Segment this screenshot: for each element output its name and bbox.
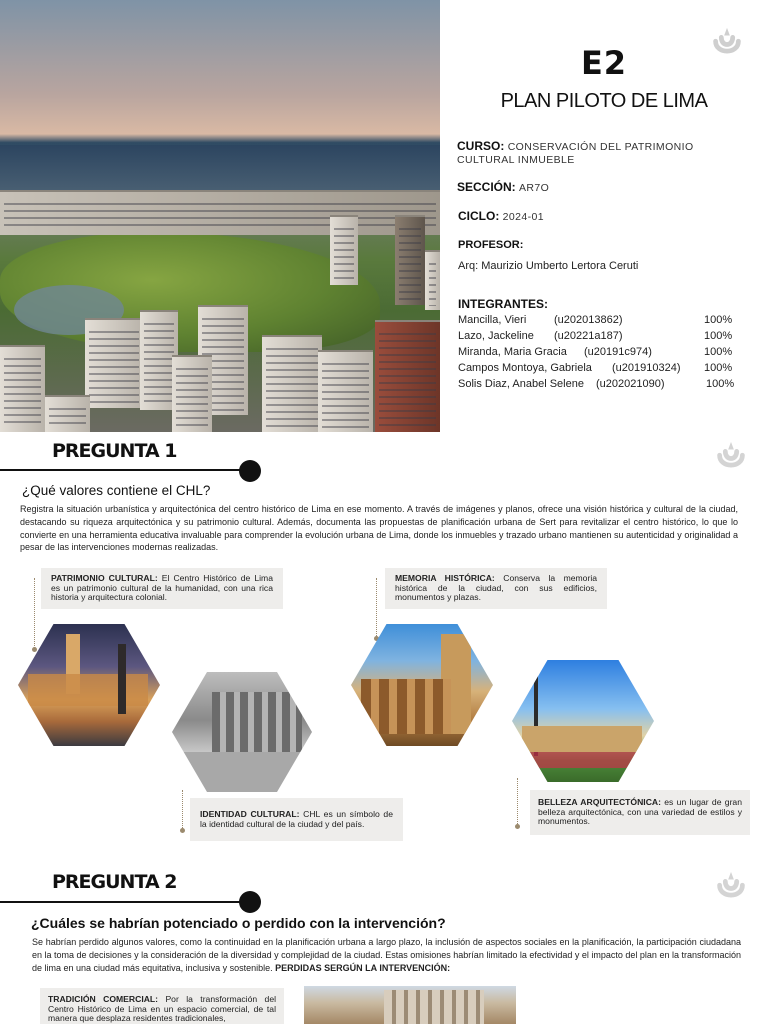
member-percent: 100%	[704, 314, 733, 326]
member-name: Lazo, Jackeline	[458, 330, 534, 342]
seccion-value: AR7O	[519, 182, 550, 194]
profesor-name: Arq: Maurizio Umberto Lertora Ceruti	[458, 260, 639, 272]
member-code: (u20221a187)	[554, 330, 623, 342]
curso-info-line2	[457, 152, 575, 166]
member-row	[458, 330, 748, 342]
cover-photo-lima	[0, 0, 440, 432]
document-title: PLAN PILOTO DE LIMA	[500, 90, 708, 112]
pregunta2-heading: PREGUNTA 2	[52, 871, 177, 893]
pregunta1-paragraph: Registra la situación urbanística y arquitectónica del centro histórico de Lima en ese momento. A través de imágenes y planos, ofrece una visión histórica y cultural de la ciudad, destacando su riqueza arquitectónica y su patrimonio cultural. Además, documenta las propuestas de planificación urbana de Sert para revitalizar el centro histórico, lo que lo convierte en una herramienta educativa invaluable para comprender la evolución urbana de Lima, donde los inmuebles y trazado urbano mantienen su autenticidad y originalidad a pesar de las intervenciones modernas realizadas.	[20, 504, 738, 553]
member-row	[458, 346, 748, 358]
pregunta2-paragraph-bold: PERDIDAS SERGÚN LA INTERVENCIÓN:	[275, 962, 451, 973]
seccion-info	[457, 180, 549, 194]
ciclo-info	[458, 209, 544, 223]
value-label: PATRIMONIO CULTURAL:	[51, 573, 158, 583]
member-percent: 100%	[704, 330, 733, 342]
curso-label: CURSO:	[457, 139, 505, 153]
photo-commercial-street	[304, 986, 516, 1024]
member-name: Miranda, Maria Gracia	[458, 346, 567, 358]
value-text: CHL es un símbolo de la identidad cultural de la ciudad y del país.	[200, 809, 393, 829]
member-code: (u201910324)	[612, 362, 681, 374]
value-label: BELLEZA ARQUITECTÓNICA:	[538, 797, 661, 807]
pregunta2-paragraph-text: Se habrían perdido algunos valores, como la continuidad en la planificación urbana a largo plazo, la inclusión de aspectos sociales en la planificación, la participación ciudadana en la toma de decisiones y la consideración de la diversidad y complejidad de la ciudad. Estas omisiones habrían limitado la efectividad y el impacto del plan en la transformación de lima en una ciudad más equitativa, inclusiva y sostenible.	[32, 937, 741, 973]
pregunta2-question: ¿Cuáles se habrían potenciado o perdido con la intervención?	[31, 915, 446, 931]
value-text: Conserva la memoria histórica de la ciudad, con sus edificios, monumentos y plazas.	[395, 573, 598, 603]
ciclo-label: CICLO:	[458, 209, 500, 223]
photo-historic-street	[172, 672, 312, 792]
member-percent: 100%	[706, 378, 735, 390]
value-label: IDENTIDAD CULTURAL:	[200, 809, 300, 819]
divider-line	[0, 901, 244, 903]
pregunta1-question: ¿Qué valores contiene el CHL?	[22, 483, 211, 498]
seccion-label: SECCIÓN:	[457, 180, 516, 194]
member-row	[458, 362, 748, 374]
value-box-patrimonio	[41, 568, 283, 609]
upc-logo-icon	[712, 870, 750, 908]
member-name: Campos Montoya, Gabriela	[458, 362, 592, 374]
value-box-identidad	[190, 798, 403, 841]
value-label: TRADICIÓN COMERCIAL:	[48, 994, 159, 1004]
value-text: El Centro Histórico de Lima es un patrimonio cultural de la humanidad, con una rica historia y arquitectura colonial.	[51, 573, 273, 603]
divider-dot	[239, 891, 261, 913]
divider-line	[0, 469, 244, 471]
value-box-memoria	[385, 568, 607, 609]
member-name: Mancilla, Vieri	[458, 314, 527, 326]
member-row	[458, 378, 748, 390]
member-code: (u202021090)	[596, 378, 665, 390]
profesor-info	[458, 237, 523, 251]
member-code: (u20191c974)	[584, 346, 652, 358]
member-percent: 100%	[704, 346, 733, 358]
profesor-label: PROFESOR:	[458, 239, 524, 251]
value-box-belleza	[530, 790, 750, 835]
value-text: es un lugar de gran belleza arquitectónica, con una variedad de estilos y monumentos.	[538, 797, 742, 827]
photo-cathedral	[351, 624, 493, 746]
upc-logo-icon	[712, 440, 750, 478]
member-code: (u202013862)	[554, 314, 623, 326]
photo-government-palace	[512, 660, 654, 782]
member-row	[458, 314, 748, 326]
member-percent: 100%	[704, 362, 733, 374]
ciclo-value: 2024-01	[502, 211, 545, 223]
pregunta1-heading: PREGUNTA 1	[52, 440, 177, 462]
curso-value-line1: CONSERVACIÓN DEL PATRIMONIO	[507, 141, 694, 153]
integrantes-label: INTEGRANTES:	[458, 297, 548, 311]
value-box-tradicion	[40, 988, 284, 1024]
value-label: MEMORIA HISTÓRICA:	[395, 573, 495, 583]
value-text: Por la transformación del Centro Histórico de Lima en un espacio comercial, de tal manera que desplaza residentes tradicionales,	[48, 994, 277, 1024]
curso-info	[457, 139, 694, 153]
member-name: Solis Diaz, Anabel Selene	[458, 378, 584, 390]
divider-dot	[239, 460, 261, 482]
pregunta2-paragraph	[32, 936, 741, 974]
photo-plaza-de-armas	[18, 624, 160, 746]
curso-value-line2: CULTURAL INMUEBLE	[457, 154, 575, 166]
document-code: E2	[580, 44, 628, 82]
